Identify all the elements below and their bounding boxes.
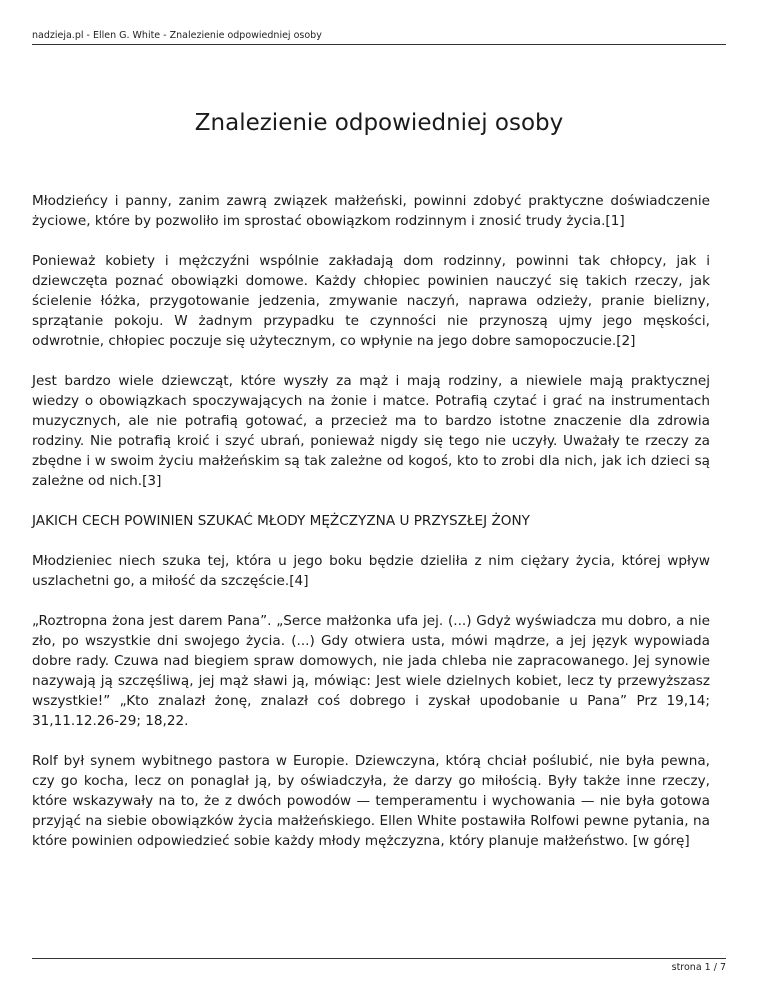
page-number: strona 1 / 7 [671,962,726,973]
paragraph: Młodzieniec niech szuka tej, która u jego boku będzie dzieliła z nim ciężary życia, której wpływ uszlachetni go, a miłość da szczęście.[4] [32,553,710,589]
page-title: Znalezienie odpowiedniej osoby [194,110,564,136]
paragraph: Rolf był synem wybitnego pastora w Europie. Dziewczyna, którą chciał poślubić, nie była pewna, czy go kocha, lecz on ponaglał ją, by oświadczyła, że darzy go miłością. Były także inne rzeczy, które wskazywały na to, że z dwóch powodów — temperamentu i wychowania — nie była gotowa przyjąć na siebie obowiązków życia małżeńskiego. Ellen White postawiła Rolfowi pewne pytania, na które powinien odpowiedzieć sobie każdy młody mężczyzna, który planuje małżeństwo. [w górę] [32,753,710,849]
section-heading: JAKICH CECH POWINIEN SZUKAĆ MŁODY MĘŻCZYZNA U PRZYSZŁEJ ŻONY [32,513,530,529]
footer-divider [32,958,726,959]
header-divider [32,44,726,45]
running-header: nadzieja.pl - Ellen G. White - Znalezienie odpowiedniej osoby [32,30,322,41]
paragraph: Jest bardzo wiele dziewcząt, które wyszły za mąż i mają rodziny, a niewiele mają praktycznej wiedzy o obowiązkach spoczywających na żonie i matce. Potrafią czytać i grać na instrumentach muzycznych, ale nie potrafią gotować, a przecież ma to bardzo istotne znaczenie dla zdrowia rodziny. Nie potrafią kroić i szyć ubrań, ponieważ nigdy się tego nie uczyły. Uważały te rzeczy za zbędne i w swoim życiu małżeńskim są tak zależne od kogoś, kto to zrobi dla nich, jak ich dzieci są zależne od nich.[3] [32,373,710,489]
paragraph: Młodzieńcy i panny, zanim zawrą związek małżeński, powinni zdobyć praktyczne doświadczenie życiowe, które by pozwoliło im sprostać obowiązkom rodzinnym i znosić trudy życia.[1] [32,193,710,229]
paragraph: Ponieważ kobiety i mężczyźni wspólnie zakładają dom rodzinny, powinni tak chłopcy, jak i dziewczęta poznać obowiązki domowe. Każdy chłopiec powinien nauczyć się takich rzeczy, jak ścielenie łóżka, przygotowanie jedzenia, zmywanie naczyń, naprawa odzieży, pranie bielizny, sprzątanie pokoju. W żadnym przypadku te czynności nie przynoszą ujmy jego męskości, odwrotnie, chłopiec poczuje się użytecznym, co wpłynie na jego dobre samopoczucie.[2] [32,253,710,349]
article-body [32,191,710,871]
paragraph: „Roztropna żona jest darem Pana”. „Serce małżonka ufa jej. (...) Gdyż wyświadcza mu dobro, a nie zło, po wszystkie dni swojego życia. (...) Gdy otwiera usta, mówi mądrze, a jej język wypowiada dobre rady. Czuwa nad biegiem spraw domowych, nie jada chleba nie zapracowanego. Jej synowie nazywają ją szczęśliwą, jej mąż sławi ją, mówiąc: Jest wiele dzielnych kobiet, lecz ty przewyższasz wszystkie!” „Kto znalazł żonę, znalazł coś dobrego i zyskał upodobanie u Pana” Prz 19,14; 31,11.12.26-29; 18,22. [32,613,710,729]
